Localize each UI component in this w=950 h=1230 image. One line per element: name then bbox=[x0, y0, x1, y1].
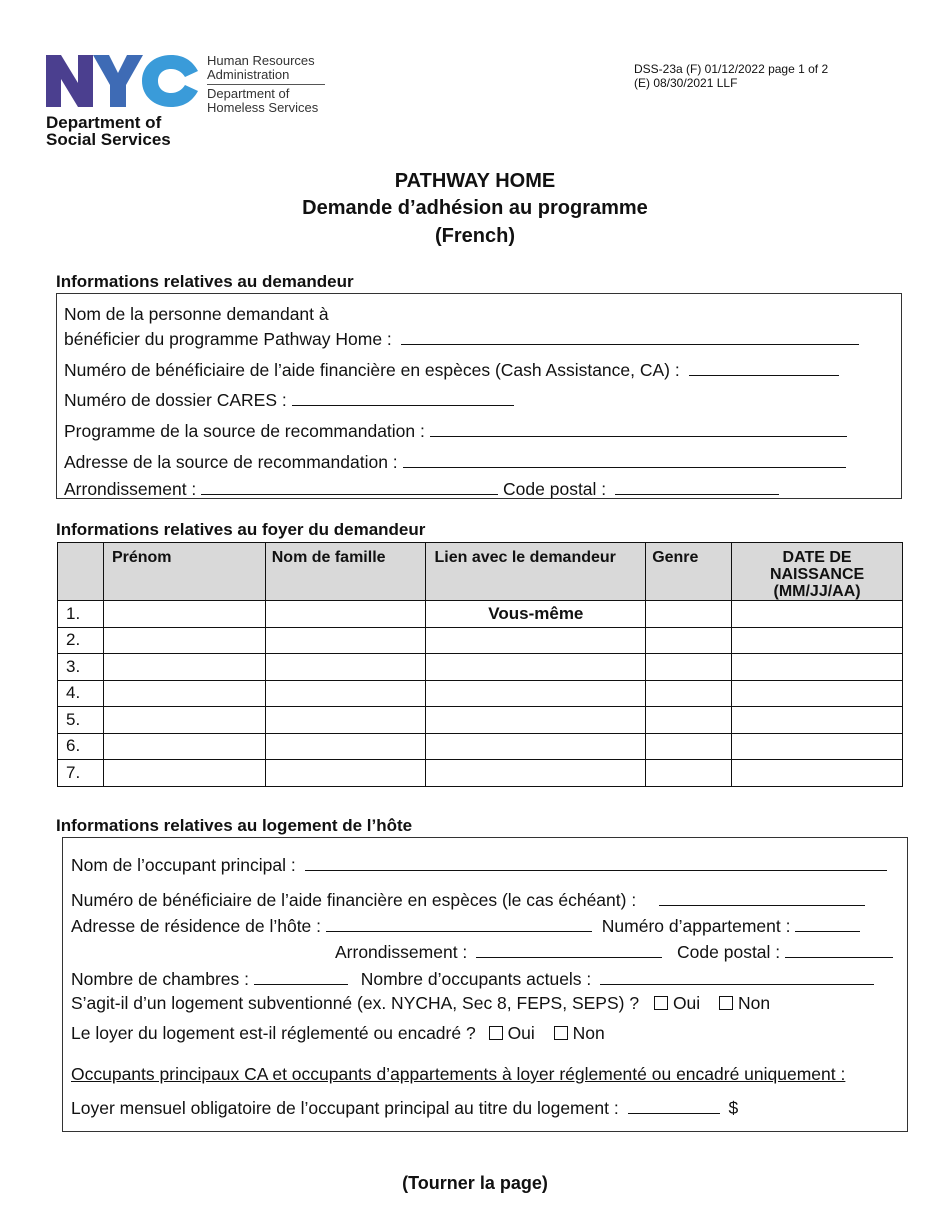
monthly-rent-field[interactable] bbox=[628, 1095, 720, 1114]
gender-cell[interactable] bbox=[646, 654, 732, 681]
household-section-title: Informations relatives au foyer du demandeur bbox=[56, 520, 426, 539]
household-header-row bbox=[58, 543, 903, 601]
firstname-cell[interactable] bbox=[103, 707, 265, 734]
applicant-borough-label: Arrondissement : bbox=[64, 479, 197, 499]
cares-field[interactable] bbox=[292, 387, 514, 406]
applicant-name-label-1: Nom de la personne demandant à bbox=[64, 304, 329, 324]
lastname-cell[interactable] bbox=[265, 733, 426, 760]
row-number: 4. bbox=[58, 680, 104, 707]
primary-occupant-label: Nom de l’occupant principal : bbox=[71, 855, 296, 875]
rent-regulated-yes-option[interactable] bbox=[489, 1023, 535, 1043]
col-dob-header bbox=[732, 543, 903, 601]
cares-label: Numéro de dossier CARES : bbox=[64, 390, 287, 410]
dob-cell[interactable] bbox=[732, 707, 903, 734]
host-borough-label: Arrondissement : bbox=[335, 942, 468, 962]
referral-program-label: Programme de la source de recommandation : bbox=[64, 421, 425, 441]
applicant-ca-row bbox=[64, 357, 839, 381]
subsidized-no-option[interactable] bbox=[719, 993, 770, 1013]
host-zip-field[interactable] bbox=[785, 939, 893, 958]
table-row bbox=[58, 680, 903, 707]
form-code-line2: (E) 08/30/2021 LLF bbox=[634, 76, 738, 90]
table-row bbox=[58, 627, 903, 654]
firstname-cell[interactable] bbox=[103, 733, 265, 760]
applicant-name-label: bénéficier du programme Pathway Home : bbox=[64, 329, 392, 349]
rent-regulated-label: Le loyer du logement est-il réglementé ou encadré ? bbox=[71, 1023, 476, 1043]
table-row bbox=[58, 733, 903, 760]
host-address-label: Adresse de résidence de l’hôte : bbox=[71, 916, 322, 936]
col-relation-header: Lien avec le demandeur bbox=[426, 543, 646, 601]
primary-occupant-field[interactable] bbox=[305, 852, 887, 871]
dob-cell[interactable] bbox=[732, 680, 903, 707]
row-number: 3. bbox=[58, 654, 104, 681]
lastname-cell[interactable] bbox=[265, 680, 426, 707]
agency-hra-name bbox=[207, 54, 315, 82]
applicant-borough-row bbox=[64, 476, 779, 500]
row-number: 1. bbox=[58, 601, 104, 628]
host-borough-row bbox=[335, 939, 893, 963]
form-title: PATHWAY HOME bbox=[394, 170, 556, 192]
form-subtitle: Demande d’adhésion au programme bbox=[302, 197, 648, 219]
applicant-ca-label: Numéro de bénéficiaire de l’aide financière en espèces (Cash Assistance, CA) : bbox=[64, 360, 680, 380]
row-number: 6. bbox=[58, 733, 104, 760]
monthly-rent-row bbox=[71, 1095, 738, 1119]
household-table bbox=[57, 542, 903, 787]
dob-cell[interactable] bbox=[732, 760, 903, 787]
bedrooms-field[interactable] bbox=[254, 966, 348, 985]
row-number: 7. bbox=[58, 760, 104, 787]
dob-cell[interactable] bbox=[732, 654, 903, 681]
col-num-header bbox=[58, 543, 104, 601]
bedrooms-label: Nombre de chambres : bbox=[71, 969, 249, 989]
gender-cell[interactable] bbox=[646, 601, 732, 628]
ca-note: Occupants principaux CA et occupants d’appartements à loyer réglementé ou encadré uniquement : bbox=[71, 1064, 846, 1084]
checkbox-icon[interactable] bbox=[719, 996, 733, 1010]
host-borough-field[interactable] bbox=[476, 939, 662, 958]
nyc-logo bbox=[46, 55, 198, 107]
applicant-name-row bbox=[64, 326, 859, 350]
applicant-zip-label: Code postal : bbox=[503, 479, 607, 499]
col-dob-format: (MM/JJ/AA) bbox=[773, 583, 861, 600]
form-code bbox=[634, 62, 828, 90]
yes-label: Oui bbox=[507, 1023, 535, 1043]
turn-page-note: (Tourner la page) bbox=[402, 1173, 548, 1193]
row-number: 5. bbox=[58, 707, 104, 734]
apt-number-label: Numéro d’appartement : bbox=[601, 916, 791, 936]
applicant-section-title: Informations relatives au demandeur bbox=[56, 272, 354, 291]
subsidized-row bbox=[71, 993, 770, 1014]
dob-cell[interactable] bbox=[732, 627, 903, 654]
firstname-cell[interactable] bbox=[103, 680, 265, 707]
form-code-line1: DSS-23a (F) 01/12/2022 page 1 of 2 bbox=[634, 62, 829, 76]
checkbox-icon[interactable] bbox=[554, 1026, 568, 1040]
applicant-zip-field[interactable] bbox=[615, 476, 779, 495]
firstname-cell[interactable] bbox=[103, 627, 265, 654]
checkbox-icon[interactable] bbox=[654, 996, 668, 1010]
applicant-name-field[interactable] bbox=[401, 326, 859, 345]
referral-program-row bbox=[64, 418, 847, 442]
subsidized-yes-option[interactable] bbox=[654, 993, 700, 1013]
relation-cell[interactable] bbox=[426, 654, 646, 681]
relation-cell: Vous-même bbox=[426, 601, 646, 628]
agency-hra-line2: Administration bbox=[207, 67, 290, 82]
applicant-borough-field[interactable] bbox=[201, 476, 498, 495]
col-firstname-header: Prénom bbox=[103, 543, 265, 601]
col-gender-header: Genre bbox=[646, 543, 732, 601]
currency-symbol: $ bbox=[728, 1098, 739, 1118]
relation-cell[interactable] bbox=[426, 707, 646, 734]
lastname-cell[interactable] bbox=[265, 760, 426, 787]
table-row bbox=[58, 601, 903, 628]
lastname-cell[interactable] bbox=[265, 654, 426, 681]
dob-cell[interactable] bbox=[732, 601, 903, 628]
dob-cell[interactable] bbox=[732, 733, 903, 760]
referral-program-field[interactable] bbox=[430, 418, 847, 437]
relation-cell[interactable] bbox=[426, 680, 646, 707]
relation-cell[interactable] bbox=[426, 627, 646, 654]
gender-cell[interactable] bbox=[646, 760, 732, 787]
yes-label: Oui bbox=[672, 993, 701, 1013]
agency-dhs-line2: Homeless Services bbox=[207, 100, 319, 115]
no-label: Non bbox=[572, 1023, 605, 1043]
firstname-cell[interactable] bbox=[103, 654, 265, 681]
apt-number-field[interactable] bbox=[795, 913, 860, 932]
primary-occupant-row bbox=[71, 852, 887, 876]
gender-cell[interactable] bbox=[646, 707, 732, 734]
dss-line2: Social Services bbox=[46, 130, 171, 149]
checkbox-icon[interactable] bbox=[489, 1026, 503, 1040]
gender-cell[interactable] bbox=[646, 680, 732, 707]
col-dob-label: DATE DE NAISSANCE bbox=[769, 549, 865, 583]
applicant-ca-field[interactable] bbox=[689, 357, 839, 376]
relation-cell[interactable] bbox=[426, 760, 646, 787]
gender-cell[interactable] bbox=[646, 733, 732, 760]
referral-address-row bbox=[64, 449, 846, 473]
host-zip-label: Code postal : bbox=[677, 942, 781, 962]
monthly-rent-label: Loyer mensuel obligatoire de l’occupant principal au titre du logement : bbox=[71, 1098, 619, 1118]
host-section-title: Informations relatives au logement de l’hôte bbox=[56, 816, 413, 835]
referral-address-label: Adresse de la source de recommandation : bbox=[64, 452, 398, 472]
agency-dhs-line1: Department of bbox=[207, 86, 290, 101]
table-row bbox=[58, 760, 903, 787]
current-occupants-label: Nombre d’occupants actuels : bbox=[360, 969, 592, 989]
lastname-cell[interactable] bbox=[265, 627, 426, 654]
row-number: 2. bbox=[58, 627, 104, 654]
agency-divider bbox=[207, 84, 325, 85]
gender-cell[interactable] bbox=[646, 627, 732, 654]
lastname-cell[interactable] bbox=[265, 707, 426, 734]
agency-hra-line1: Human Resources bbox=[207, 53, 315, 68]
rent-regulated-row bbox=[71, 1023, 605, 1044]
relation-cell[interactable] bbox=[426, 733, 646, 760]
dss-name bbox=[46, 114, 171, 148]
bedrooms-row bbox=[71, 966, 874, 990]
lastname-cell[interactable] bbox=[265, 601, 426, 628]
host-address-field[interactable] bbox=[326, 913, 592, 932]
form-language: (French) bbox=[435, 225, 515, 247]
host-ca-row bbox=[71, 887, 865, 911]
host-ca-field[interactable] bbox=[659, 887, 865, 906]
rent-regulated-no-option[interactable] bbox=[554, 1023, 605, 1043]
no-label: Non bbox=[738, 993, 771, 1013]
cares-row bbox=[64, 387, 514, 411]
subsidized-label: S’agit-il d’un logement subventionné (ex. NYCHA, Sec 8, FEPS, SEPS) ? bbox=[71, 993, 640, 1013]
table-row bbox=[58, 707, 903, 734]
col-lastname-header: Nom de famille bbox=[265, 543, 426, 601]
host-address-row bbox=[71, 913, 860, 937]
dss-line1: Department of bbox=[46, 113, 162, 132]
firstname-cell[interactable] bbox=[103, 760, 265, 787]
firstname-cell[interactable] bbox=[103, 601, 265, 628]
host-ca-label: Numéro de bénéficiaire de l’aide financière en espèces (le cas échéant) : bbox=[71, 890, 637, 910]
table-row bbox=[58, 654, 903, 681]
referral-address-field[interactable] bbox=[403, 449, 846, 468]
current-occupants-field[interactable] bbox=[600, 966, 874, 985]
agency-dhs-name bbox=[207, 87, 318, 115]
